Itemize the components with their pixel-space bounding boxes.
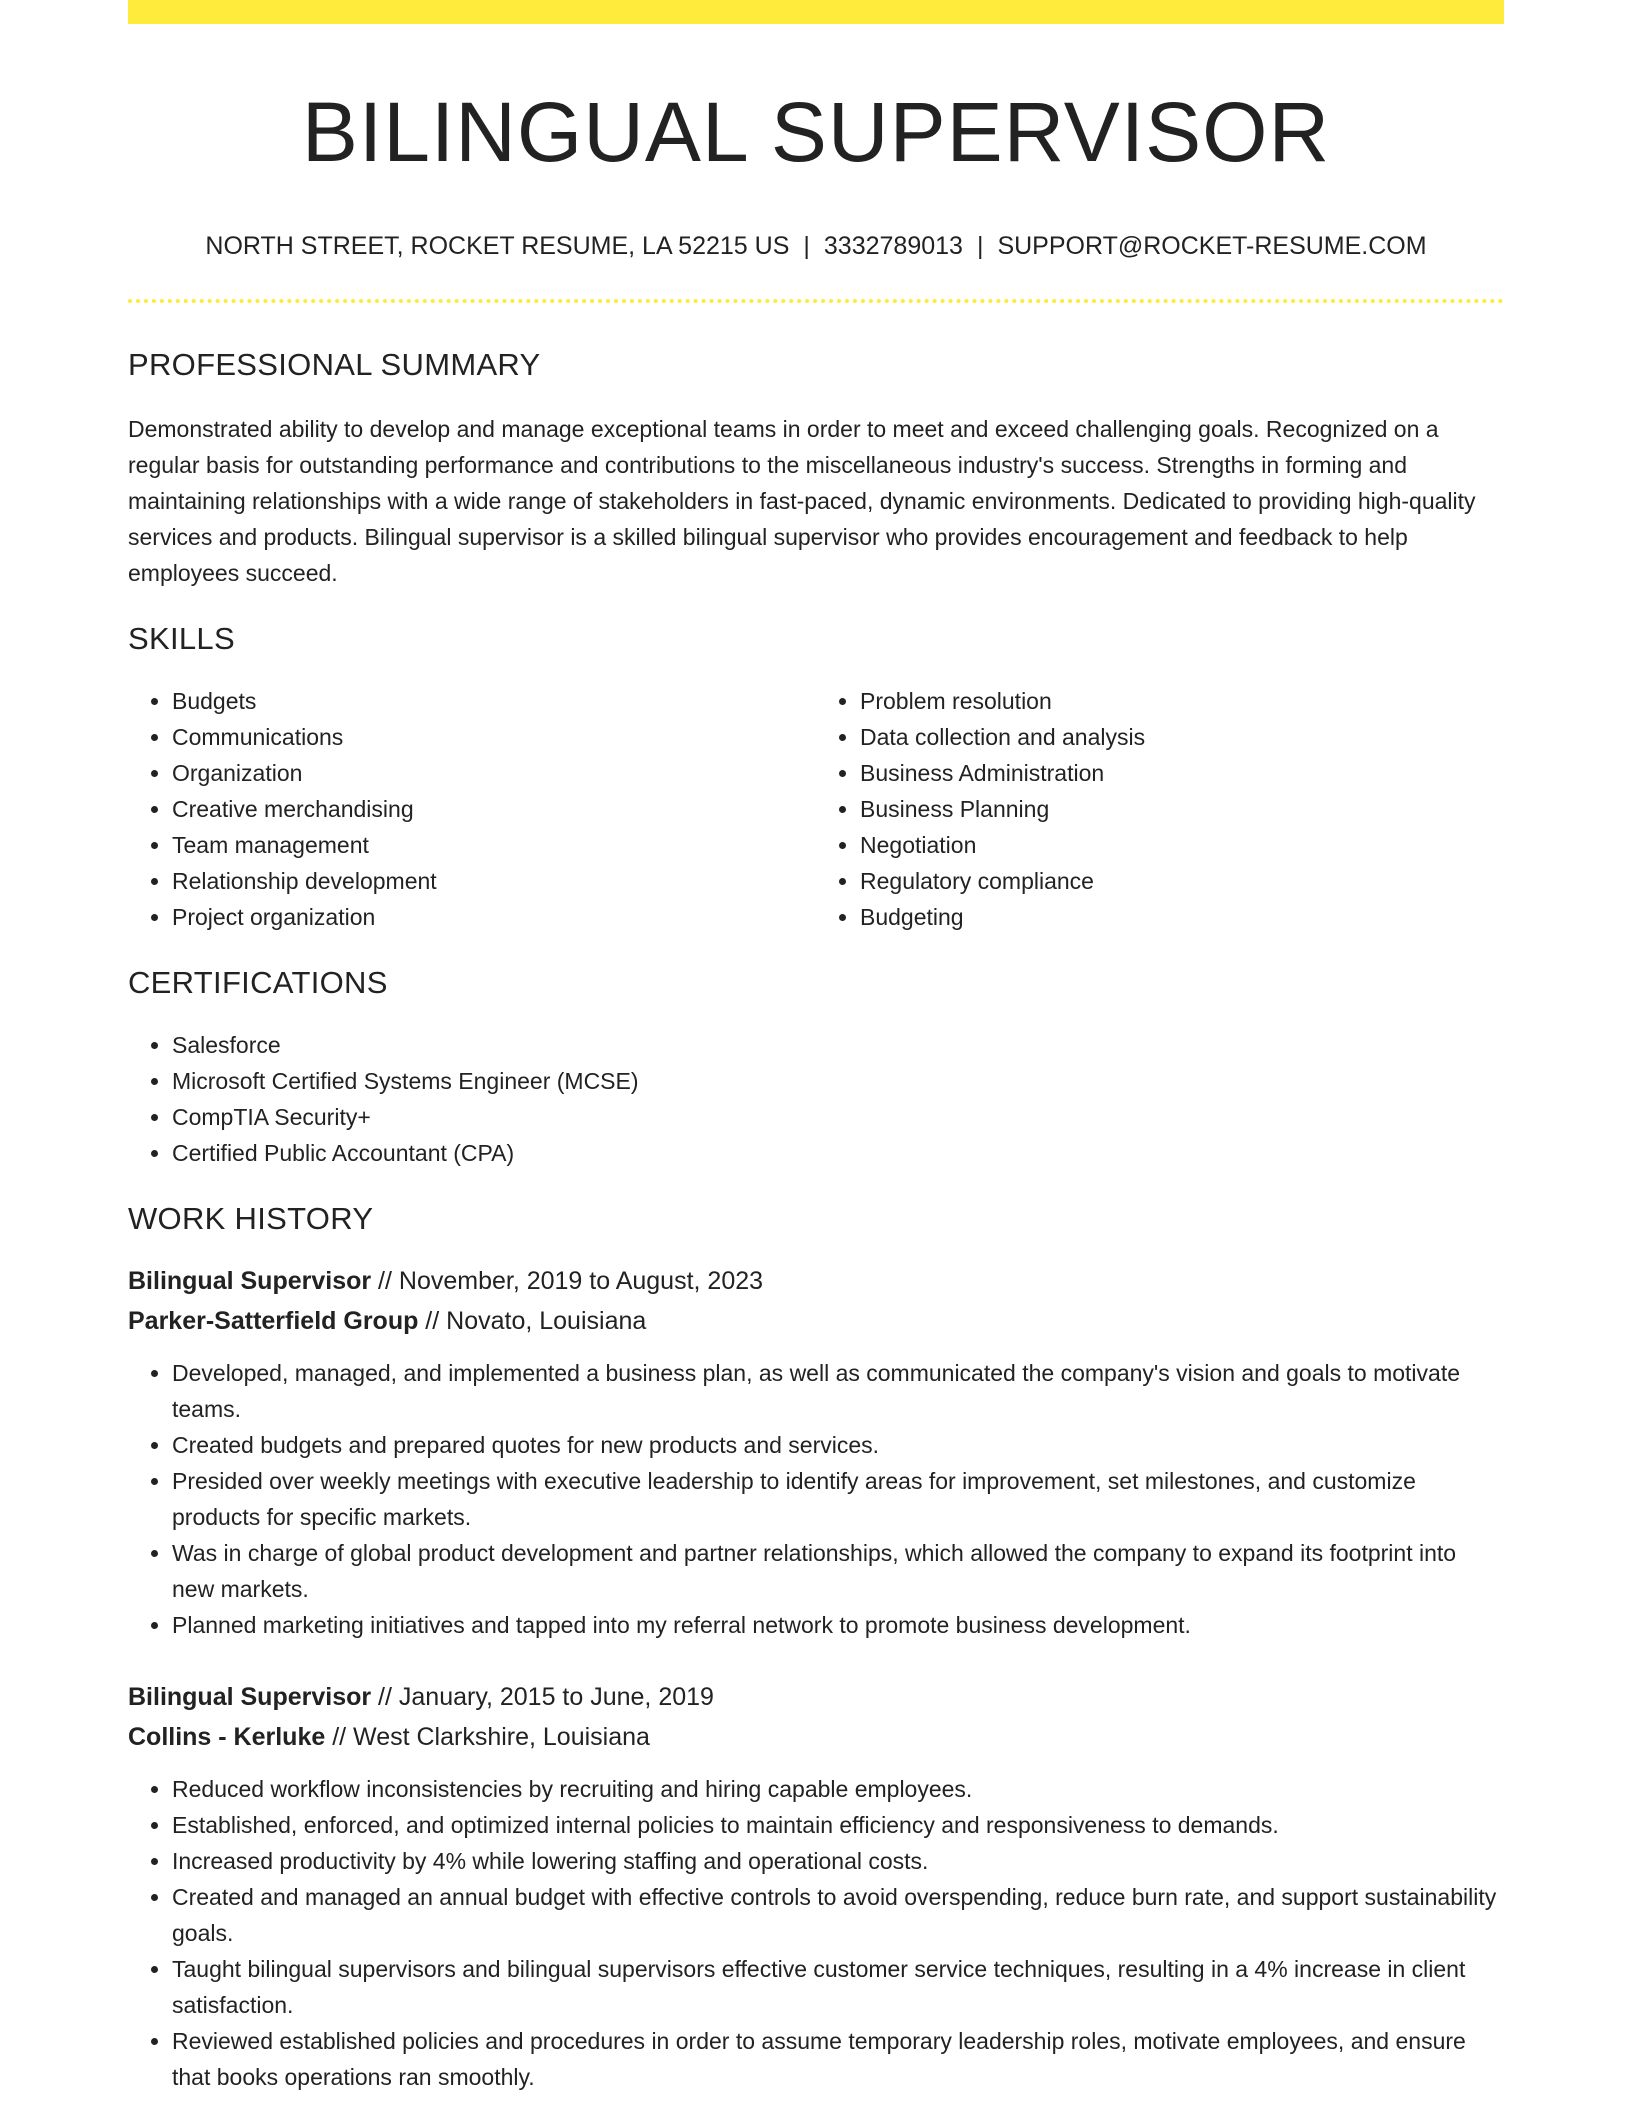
job-bullet: • Reviewed established policies and procedures in order to assume temporary leadership roles, motivate employees, and ensure that books operations ran smoothly. — [172, 2023, 1504, 2095]
skill-item: • Budgeting — [860, 899, 1504, 935]
skill-item: • Communications — [172, 719, 816, 755]
skill-item: • Creative merchandising — [172, 791, 816, 827]
skill-item: • Problem resolution — [860, 683, 1504, 719]
certification-item: • Microsoft Certified Systems Engineer (MCSE) — [172, 1063, 1504, 1099]
contact-phone: 3332789013 — [823, 232, 963, 261]
job-bullet: • Was in charge of global product development and partner relationships, which allowed the company to expand its footprint into new markets. — [172, 1535, 1504, 1607]
skill-item: • Budgets — [172, 683, 816, 719]
job-bullet: • Created and managed an annual budget with effective controls to avoid overspending, reduce burn rate, and support sustainability goals. — [172, 1879, 1504, 1951]
job-company: Collins - Kerluke — [128, 1723, 326, 1752]
contact-email: SUPPORT@ROCKET-RESUME.COM — [997, 232, 1427, 261]
skill-item: • Negotiation — [860, 827, 1504, 863]
dotted-divider — [128, 299, 1504, 303]
skills-heading: SKILLS — [128, 621, 235, 657]
job-bullet: • Increased productivity by 4% while lowering staffing and operational costs. — [172, 1843, 1504, 1879]
job-title-line — [128, 1677, 1504, 1717]
job-bullet: • Created budgets and prepared quotes for new products and services. — [172, 1427, 1504, 1463]
job-company-line — [128, 1717, 1504, 1757]
contact-separator: | — [976, 232, 984, 261]
resume-page — [128, 0, 1504, 2095]
skill-item: • Business Administration — [860, 755, 1504, 791]
contact-address: NORTH STREET, ROCKET RESUME, LA 52215 US — [205, 232, 790, 261]
summary-text: Demonstrated ability to develop and manage exceptional teams in order to meet and exceed challenging goals. Recognized on a regular basis for outstanding performance and contributions to the miscellaneous industry's success. Strengths in forming and maintaining relationships with a wide range of stakeholders in fast-paced, dynamic environments. Dedicated to providing high-quality services and products. Bilingual supervisor is a skilled bilingual supervisor who provides encouragement and feedback to help employees succeed. — [128, 416, 1476, 587]
certification-item: • CompTIA Security+ — [172, 1099, 1504, 1135]
work-history-heading: WORK HISTORY — [128, 1201, 374, 1237]
candidate-name: BILINGUAL SUPERVISOR — [301, 85, 1331, 179]
job-bullet: • Taught bilingual supervisors and bilingual supervisors effective customer service techniques, resulting in a 4% increase in client satisfaction. — [172, 1951, 1504, 2023]
job-bullet-list — [128, 1771, 1504, 2095]
job-role: Bilingual Supervisor — [128, 1683, 372, 1712]
skill-item: • Relationship development — [172, 863, 816, 899]
top-accent-bar — [128, 0, 1504, 24]
job-location: // West Clarkshire, Louisiana — [325, 1723, 650, 1752]
certification-item: • Salesforce — [172, 1027, 1504, 1063]
summary-heading: PROFESSIONAL SUMMARY — [128, 347, 541, 383]
skill-item: • Team management — [172, 827, 816, 863]
job-entry — [128, 1677, 1504, 2095]
job-entry — [128, 1261, 1504, 1643]
skill-item: • Organization — [172, 755, 816, 791]
skills-list-right — [816, 683, 1504, 935]
job-bullet-list — [128, 1355, 1504, 1643]
skills-grid — [128, 683, 1504, 935]
certifications-heading: CERTIFICATIONS — [128, 965, 388, 1001]
certifications-list — [128, 1027, 1504, 1171]
job-dates: // November, 2019 to August, 2023 — [371, 1267, 764, 1296]
skill-item: • Project organization — [172, 899, 816, 935]
certification-item: • Certified Public Accountant (CPA) — [172, 1135, 1504, 1171]
job-bullet: • Presided over weekly meetings with executive leadership to identify areas for improvement, set milestones, and customize products for specific markets. — [172, 1463, 1504, 1535]
job-company-line — [128, 1301, 1504, 1341]
skills-list-left — [128, 683, 816, 935]
job-bullet: • Planned marketing initiatives and tapped into my referral network to promote business development. — [172, 1607, 1504, 1643]
job-title-line — [128, 1261, 1504, 1301]
contact-line — [128, 232, 1504, 261]
job-location: // Novato, Louisiana — [418, 1307, 647, 1336]
skill-item: • Data collection and analysis — [860, 719, 1504, 755]
skill-item: • Regulatory compliance — [860, 863, 1504, 899]
job-company: Parker-Satterfield Group — [128, 1307, 419, 1336]
job-dates: // January, 2015 to June, 2019 — [371, 1683, 714, 1712]
job-role: Bilingual Supervisor — [128, 1267, 372, 1296]
skill-item: • Business Planning — [860, 791, 1504, 827]
contact-separator: | — [803, 232, 810, 261]
job-bullet: • Established, enforced, and optimized internal policies to maintain efficiency and responsiveness to demands. — [172, 1807, 1504, 1843]
job-bullet: • Reduced workflow inconsistencies by recruiting and hiring capable employees. — [172, 1771, 1504, 1807]
job-bullet: • Developed, managed, and implemented a business plan, as well as communicated the company's vision and goals to motivate teams. — [172, 1355, 1504, 1427]
